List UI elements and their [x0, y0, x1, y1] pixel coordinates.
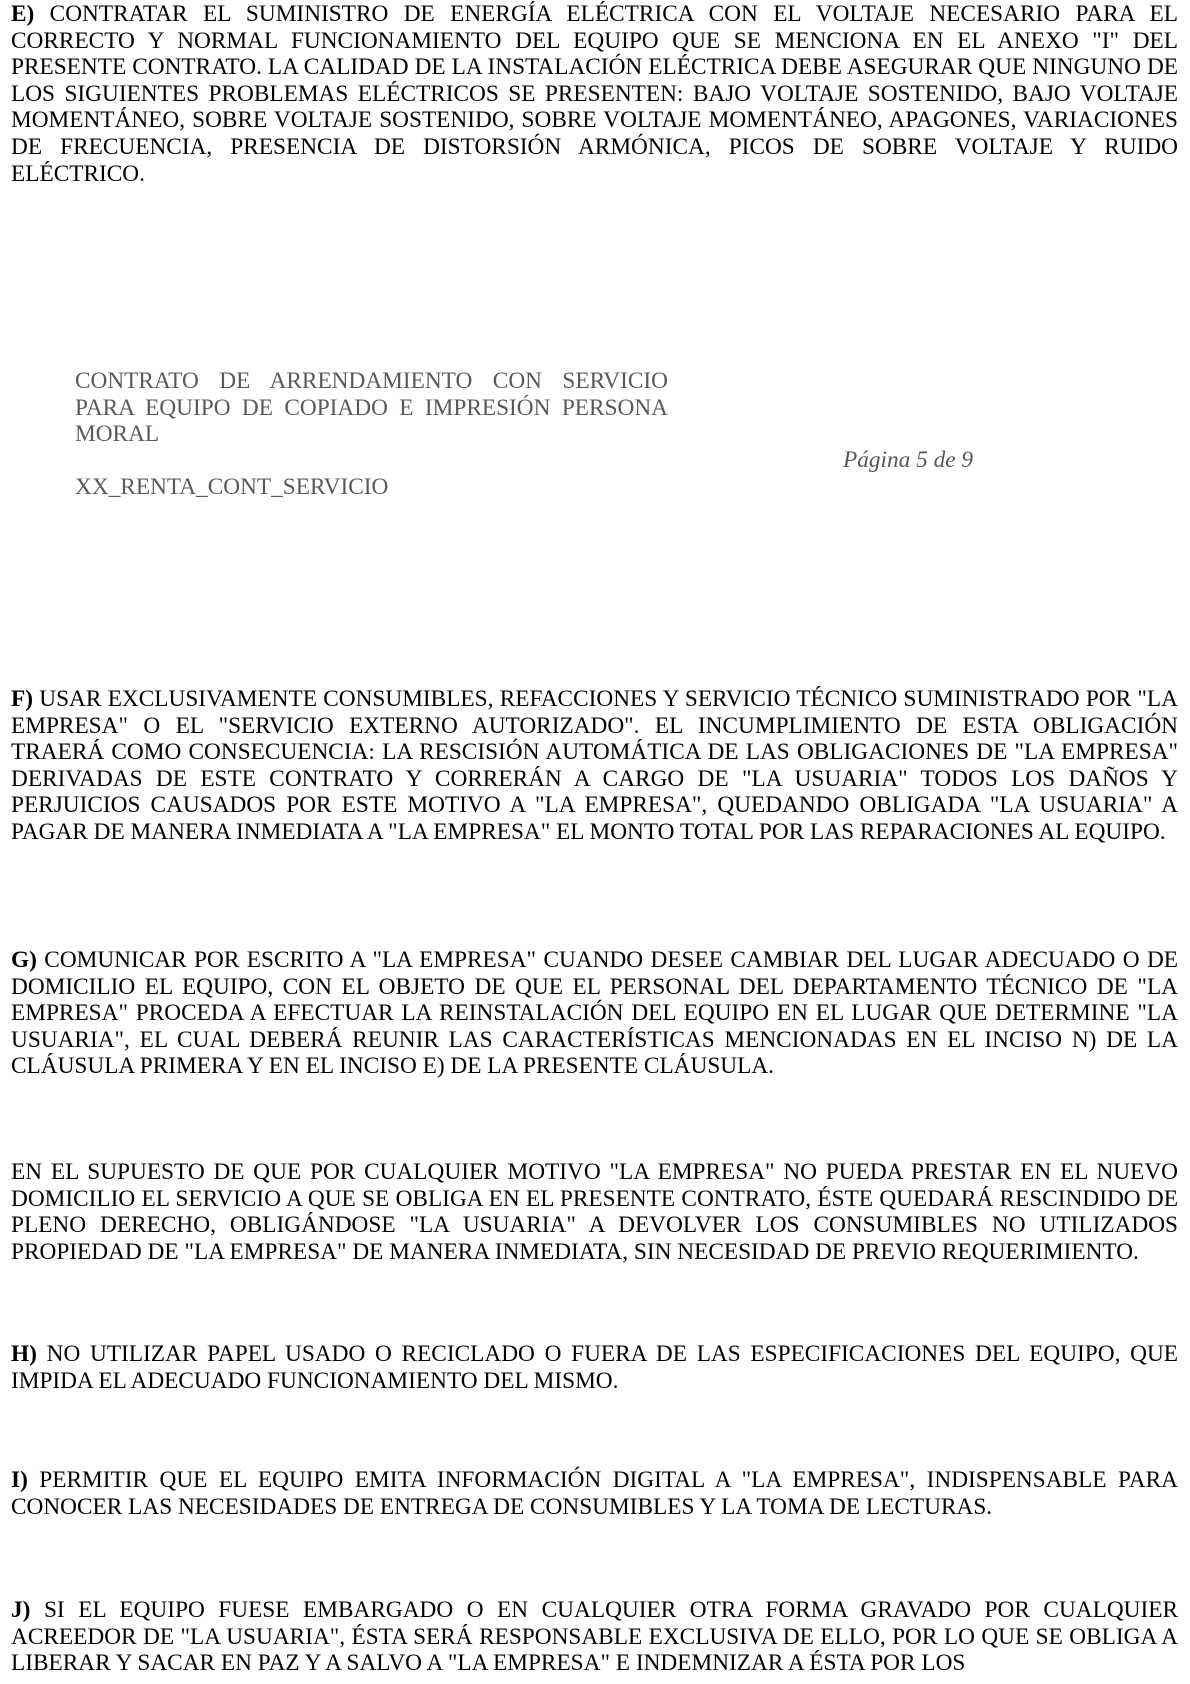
page-footer-document-code: XX_RENTA_CONT_SERVICIO [75, 474, 389, 500]
relocation-supuesto-paragraph [11, 1159, 1178, 1265]
clause-e-text: CONTRATAR EL SUMINISTRO DE ENERGÍA ELÉCTRICA CON EL VOLTAJE NECESARIO PARA EL CORRECTO Y NORMAL FUNCIONAMIENTO DEL EQUIPO QUE SE MENCIONA EN EL ANEXO "I" DEL PRESENTE CONTRATO. LA CALIDAD DE LA INSTALACIÓN ELÉCTRICA DEBE ASEGURAR QUE NINGUNO DE LOS SIGUIENTES PROBLEMAS ELÉCTRICOS SE PRESENTEN: BAJO VOLTAJE SOSTENIDO, BAJO VOLTAJE MOMENTÁNEO, SOBRE VOLTAJE SOSTENIDO, SOBRE VOLTAJE MOMENTÁNEO, APAGONES, VARIACIONES DE FRECUENCIA, PRESENCIA DE DISTORSIÓN ARMÓNICA, PICOS DE SOBRE VOLTAJE Y RUIDO ELÉCTRICO. [11, 1, 1178, 187]
clause-j-text: SI EL EQUIPO FUESE EMBARGADO O EN CUALQUIER OTRA FORMA GRAVADO POR CUALQUIER ACREEDOR DE "LA USUARIA", ÉSTA SERÁ RESPONSABLE EXCLUSIVA DE ELLO, POR LO QUE SE OBLIGA A LIBERAR Y SACAR EN PAZ Y A SALVO A "LA EMPRESA" E INDEMNIZAR A ÉSTA POR LOS [11, 1597, 1178, 1677]
clause-f-paragraph [11, 686, 1178, 846]
clause-f-letter: F) [11, 686, 33, 712]
clause-g-text: COMUNICAR POR ESCRITO A "LA EMPRESA" CUANDO DESEE CAMBIAR DEL LUGAR ADECUADO O DE DOMICILIO EL EQUIPO, CON EL OBJETO DE QUE EL PERSONAL DEL DEPARTAMENTO TÉCNICO DE "LA EMPRESA" PROCEDA A EFECTUAR LA REINSTALACIÓN DEL EQUIPO EN EL LUGAR QUE DETERMINE "LA USUARIA", EL CUAL DEBERÁ REUNIR LAS CARACTERÍSTICAS MENCIONADAS EN EL INCISO N) DE LA CLÁUSULA PRIMERA Y EN EL INCISO E) DE LA PRESENTE CLÁUSULA. [11, 947, 1178, 1080]
clause-h-text: NO UTILIZAR PAPEL USADO O RECICLADO O FUERA DE LAS ESPECIFICACIONES DEL EQUIPO, QUE IMPIDA EL ADECUADO FUNCIONAMIENTO DEL MISMO. [11, 1341, 1179, 1394]
page-footer-page-indicator: Página 5 de 9 [843, 447, 974, 473]
clause-h-paragraph [11, 1341, 1178, 1394]
clause-i-paragraph [11, 1467, 1178, 1520]
clause-g-paragraph [11, 947, 1178, 1080]
clause-i-letter: I) [11, 1467, 28, 1493]
relocation-supuesto-text: EN EL SUPUESTO DE QUE POR CUALQUIER MOTIVO "LA EMPRESA" NO PUEDA PRESTAR EN EL NUEVO DOMICILIO EL SERVICIO A QUE SE OBLIGA EN EL PRESENTE CONTRATO, ÉSTE QUEDARÁ RESCINDIDO DE PLENO DERECHO, OBLIGÁNDOSE "LA USUARIA" A DEVOLVER LOS CONSUMIBLES NO UTILIZADOS PROPIEDAD DE "LA EMPRESA" DE MANERA INMEDIATA, SIN NECESIDAD DE PREVIO REQUERIMIENTO. [11, 1159, 1178, 1265]
clause-i-text: PERMITIR QUE EL EQUIPO EMITA INFORMACIÓN DIGITAL A "LA EMPRESA", INDISPENSABLE PARA CONOCER LAS NECESIDADES DE ENTREGA DE CONSUMIBLES Y LA TOMA DE LECTURAS. [11, 1467, 1178, 1520]
clause-j-paragraph [11, 1597, 1178, 1677]
clause-j-letter: J) [11, 1597, 31, 1623]
clause-e-letter: E) [11, 1, 35, 27]
clause-e-paragraph [11, 1, 1178, 187]
page-footer-document-title: CONTRATO DE ARRENDAMIENTO CON SERVICIO PARA EQUIPO DE COPIADO E IMPRESIÓN PERSONA MORAL [75, 368, 668, 448]
clause-h-letter: H) [11, 1341, 37, 1367]
clause-f-text: USAR EXCLUSIVAMENTE CONSUMIBLES, REFACCIONES Y SERVICIO TÉCNICO SUMINISTRADO POR "LA EMPRESA" O EL "SERVICIO EXTERNO AUTORIZADO". EL INCUMPLIMIENTO DE ESTA OBLIGACIÓN TRAERÁ COMO CONSECUENCIA: LA RESCISIÓN AUTOMÁTICA DE LAS OBLIGACIONES DE "LA EMPRESA" DERIVADAS DE ESTE CONTRATO Y CORRERÁN A CARGO DE "LA USUARIA" TODOS LOS DAÑOS Y PERJUICIOS CAUSADOS POR ESTE MOTIVO A "LA EMPRESA", QUEDANDO OBLIGADA "LA USUARIA" A PAGAR DE MANERA INMEDIATA A "LA EMPRESA" EL MONTO TOTAL POR LAS REPARACIONES AL EQUIPO. [11, 686, 1178, 845]
clause-g-letter: G) [11, 947, 37, 973]
